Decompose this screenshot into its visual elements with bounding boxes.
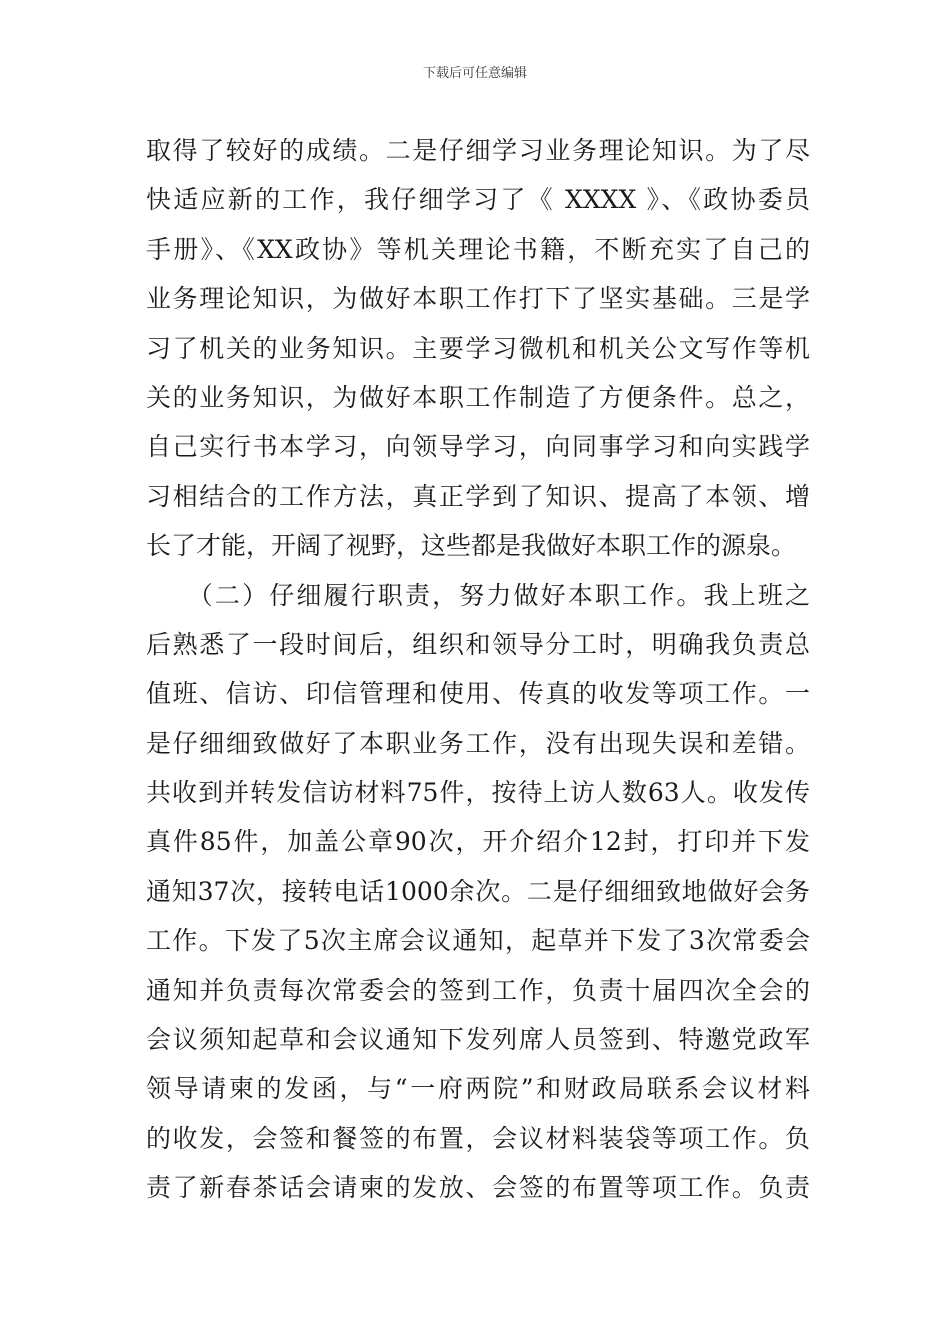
- text-line: 快适应新的工作，我仔细学习了《 XXXX 》、《政协委员: [146, 185, 810, 215]
- text-line: 是仔细细致做好了本职业务工作，没有出现失误和差错。: [146, 728, 810, 758]
- text-line: 的收发，会签和餐签的布置，会议材料装袋等项工作。负: [146, 1123, 810, 1153]
- document-body: [146, 126, 810, 1213]
- text-line: 业务理论知识，为做好本职工作打下了坚实基础。三是学: [146, 284, 810, 314]
- text-line: 工作。下发了5次主席会议通知，起草并下发了3次常委会: [146, 926, 810, 956]
- text-line: 通知37次，接转电话1000余次。二是仔细细致地做好会务: [146, 876, 810, 906]
- page-header: 下载后可任意编辑: [422, 66, 527, 81]
- text-line: 关的业务知识，为做好本职工作制造了方便条件。总之，: [146, 382, 810, 412]
- text-line: 领导请柬的发函，与“一府两院”和财政局联系会议材料: [146, 1074, 810, 1104]
- text-line: 共收到并转发信访材料75件，按待上访人数63人。收发传: [146, 778, 810, 808]
- text-line: 真件85件，加盖公章90次，开介绍介12封，打印并下发: [146, 827, 810, 857]
- text-line: （二）仔细履行职责，努力做好本职工作。我上班之: [146, 580, 810, 610]
- text-line: 习了机关的业务知识。主要学习微机和机关公文写作等机: [146, 333, 810, 363]
- text-line: 取得了较好的成绩。二是仔细学习业务理论知识。为了尽: [146, 136, 810, 165]
- text-line: 通知并负责每次常委会的签到工作，负责十届四次全会的: [146, 975, 810, 1005]
- text-line: 值班、信访、印信管理和使用、传真的收发等项工作。一: [146, 679, 810, 709]
- text-line: 责了新春茶话会请柬的发放、会签的布置等项工作。负责: [146, 1173, 810, 1203]
- text-line: 后熟悉了一段时间后，组织和领导分工时，明确我负责总: [146, 629, 810, 659]
- text-line: 长了才能，开阔了视野，这些都是我做好本职工作的源泉。: [146, 531, 797, 561]
- text-line: 自己实行书本学习，向领导学习，向同事学习和向实践学: [146, 432, 810, 462]
- text-line: 会议须知起草和会议通知下发列席人员签到、特邀党政军: [146, 1025, 810, 1055]
- text-line: 习相结合的工作方法，真正学到了知识、提高了本领、增: [146, 481, 810, 511]
- text-line: 手册》、《XX政协》等机关理论书籍，不断充实了自己的: [146, 234, 810, 264]
